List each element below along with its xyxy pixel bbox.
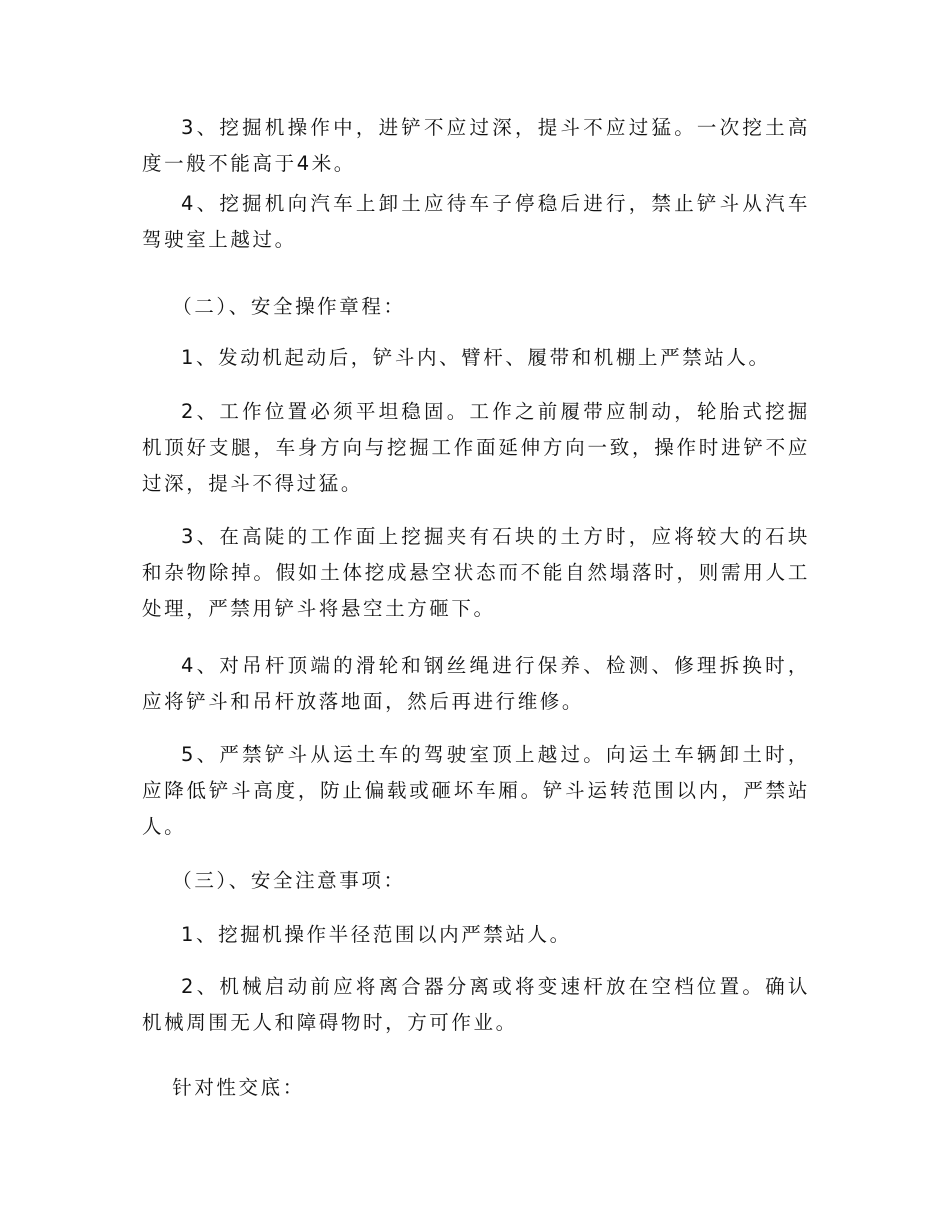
- paragraph-rule-5-truck-loading: 5、严禁铲斗从运土车的驾驶室顶上越过。向运土车辆卸土时，应降低铲斗高度，防止偏载或砸坏车厢。铲斗运转范围以内，严禁站人。: [142, 743, 810, 838]
- paragraph-rule-3-steep-face: 3、在高陡的工作面上挖掘夹有石块的土方时，应将较大的石块和杂物除掉。假如土体挖成悬空状态而不能自然塌落时，则需用人工处理，严禁用铲斗将悬空土方砸下。: [142, 525, 810, 620]
- paragraph-note-1-radius: 1、挖掘机操作半径范围以内严禁站人。: [181, 923, 572, 946]
- paragraph-rule-1-engine-start: 1、发动机起动后，铲斗内、臂杆、履带和机棚上严禁站人。: [181, 346, 771, 369]
- paragraph-note-2-startup: 2、机械启动前应将离合器分离或将变速杆放在空档位置。确认机械周围无人和障碍物时，方可作业。: [142, 975, 810, 1034]
- paragraph-item-4-unloading: 4、挖掘机向汽车上卸土应待车子停稳后进行，禁止铲斗从汽车驾驶室上越过。: [142, 192, 810, 251]
- section-heading-targeted-briefing: 针对性交底：: [172, 1076, 305, 1099]
- paragraph-item-3-digging-depth: 3、挖掘机操作中，进铲不应过深，提斗不应过猛。一次挖土高度一般不能高于4米。: [142, 116, 810, 175]
- section-heading-safety-notes: （三）、安全注意事项：: [172, 869, 406, 892]
- paragraph-rule-2-work-position: 2、工作位置必须平坦稳固。工作之前履带应制动，轮胎式挖掘机顶好支腿，车身方向与挖掘工作面延伸方向一致，操作时进铲不应过深，提斗不得过猛。: [142, 400, 810, 495]
- section-heading-safety-rules: （二）、安全操作章程：: [172, 295, 406, 318]
- paragraph-rule-4-maintenance: 4、对吊杆顶端的滑轮和钢丝绳进行保养、检测、修理拆换时，应将铲斗和吊杆放落地面，然后再进行维修。: [142, 654, 810, 713]
